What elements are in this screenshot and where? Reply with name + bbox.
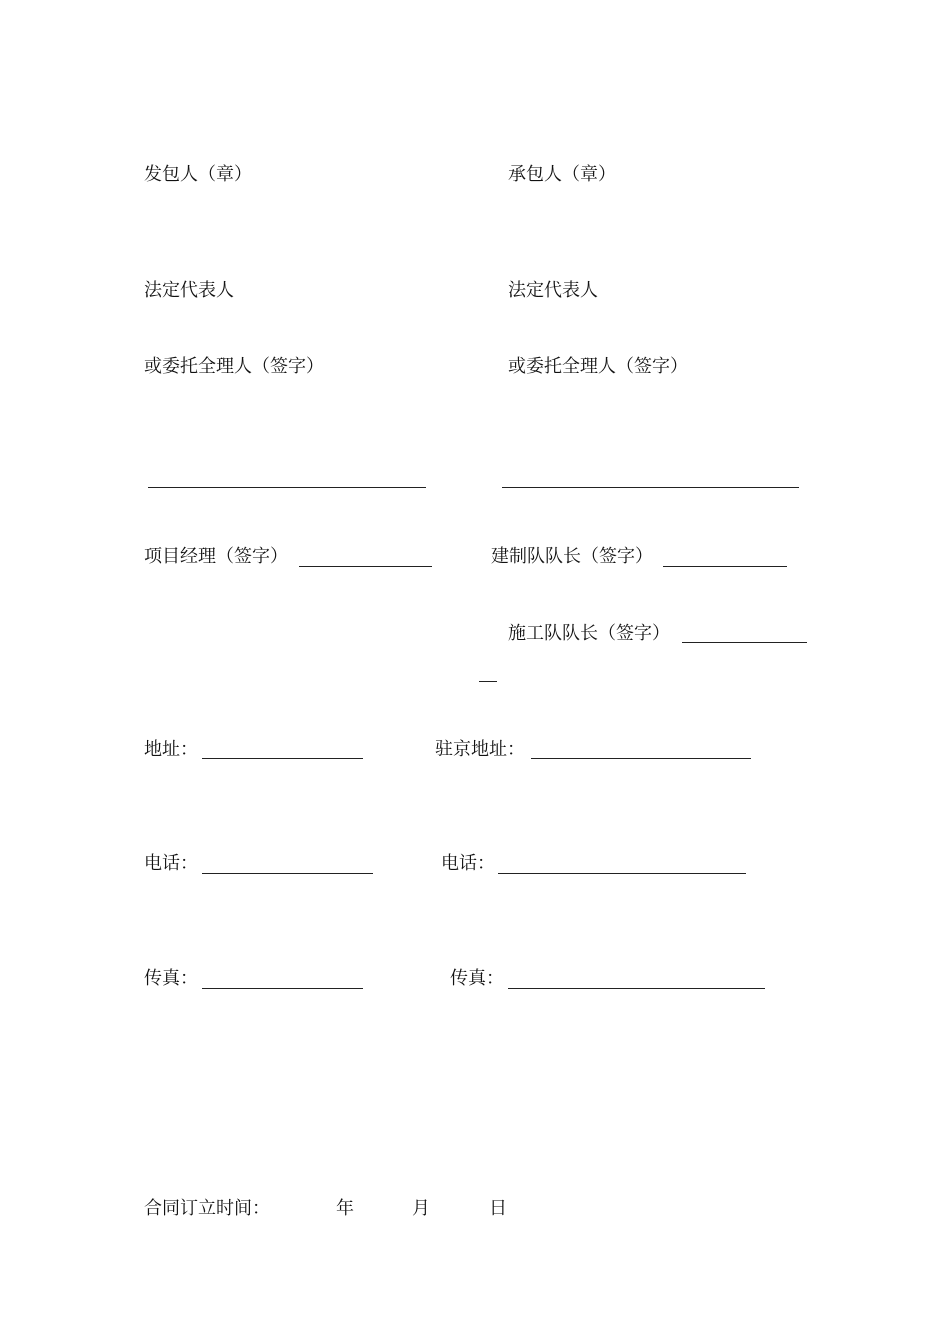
party-b-construction-leader-line-continuation [479, 681, 497, 682]
party-a-address-label: 地址： [144, 739, 198, 760]
party-b-phone-label: 电话： [441, 853, 495, 874]
party-b-fax-field[interactable] [508, 988, 765, 989]
party-b-agent-label: 或委托全理人（签字） [508, 356, 688, 377]
contract-date-month: 月 [412, 1198, 430, 1219]
party-a-phone-label: 电话： [144, 853, 198, 874]
party-b-signature-line[interactable] [502, 487, 799, 488]
party-a-legal-rep-label: 法定代表人 [144, 280, 234, 301]
party-b-construction-leader-label: 施工队队长（签字） [508, 623, 670, 644]
party-a-address-field[interactable] [202, 758, 363, 759]
party-a-signature-line[interactable] [148, 487, 426, 488]
party-b-seal-label: 承包人（章） [508, 164, 616, 185]
party-a-pm-label: 项目经理（签字） [144, 546, 288, 567]
contract-date-label: 合同订立时间： [144, 1198, 270, 1219]
party-b-construction-leader-signature-line[interactable] [682, 642, 807, 643]
party-a-pm-signature-line[interactable] [299, 566, 432, 567]
party-a-phone-field[interactable] [202, 873, 373, 874]
party-b-phone-field[interactable] [498, 873, 746, 874]
party-a-fax-field[interactable] [202, 988, 363, 989]
party-b-fax-label: 传真： [450, 968, 504, 989]
party-b-team-leader-signature-line[interactable] [663, 566, 787, 567]
party-b-legal-rep-label: 法定代表人 [508, 280, 598, 301]
party-a-fax-label: 传真： [144, 968, 198, 989]
party-b-beijing-address-field[interactable] [531, 758, 751, 759]
party-a-seal-label: 发包人（章） [144, 164, 252, 185]
party-b-beijing-address-label: 驻京地址： [435, 739, 525, 760]
contract-date-year: 年 [336, 1198, 354, 1219]
party-a-agent-label: 或委托全理人（签字） [144, 356, 324, 377]
party-b-team-leader-label: 建制队队长（签字） [491, 546, 653, 567]
contract-date-day: 日 [489, 1198, 507, 1219]
